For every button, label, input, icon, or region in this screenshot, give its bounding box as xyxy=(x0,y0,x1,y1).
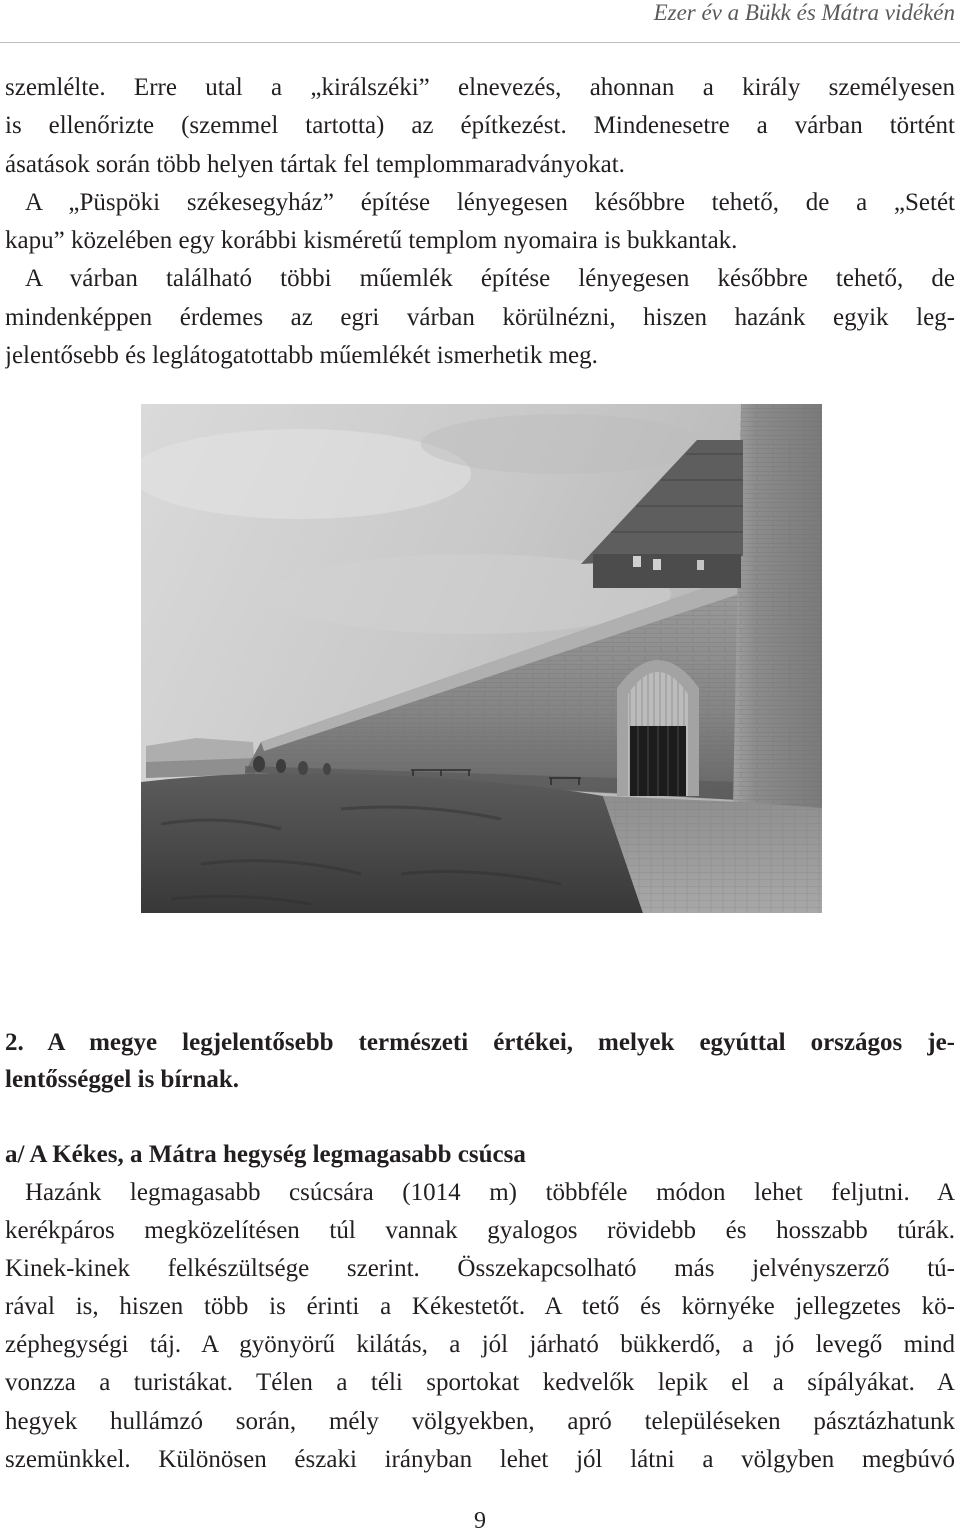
text-line: Kinek-kinek felkészültsége szerint. Összekapcsolható más jelvényszerző tú- xyxy=(5,1255,955,1283)
shrub xyxy=(323,763,331,775)
section-heading xyxy=(5,1024,955,1098)
shrub xyxy=(298,761,308,775)
text-line: kerékpáros megközelítésen túl vannak gyalogos rövidebb és hosszabb túrák. xyxy=(5,1217,955,1245)
shrub xyxy=(253,756,265,772)
text-line: kapu” közelében egy korábbi kisméretű templom nyomaira is bukkantak. xyxy=(5,227,738,255)
text-line: zéphegységi táj. A gyönyörű kilátás, a jól járható bükkerdő, a jó levegő mind xyxy=(5,1331,955,1359)
intro-paragraph xyxy=(5,69,955,375)
text-line: ásatások során több helyen tártak fel templommaradványokat. xyxy=(5,150,625,178)
heading-line: 2. A megye legjelentősebb természeti értékei, melyek egyúttal országos je- xyxy=(5,1028,955,1056)
text-line: A „Püspöki székesegyház” építése lényegesen későbbre tehető, de a „Setét xyxy=(25,188,955,216)
text-line: rával is, hiszen több is érinti a Kékestetőt. A tető és környéke jellegzetes kö- xyxy=(5,1293,955,1321)
hoarding-box xyxy=(593,554,741,588)
tower-masonry xyxy=(733,404,822,808)
hoarding-window xyxy=(653,559,661,570)
text-line: is ellenőrizte (szemmel tartotta) az építkezést. Mindenesetre a várban történt xyxy=(5,112,955,140)
text-line: mindenképpen érdemes az egri várban körülnézni, hiszen hazánk egyik leg- xyxy=(5,303,955,331)
text-line: A várban található többi műemlék építése lényegesen későbbre tehető, de xyxy=(25,265,955,293)
text-line: Hazánk legmagasabb csúcsára (1014 m) többféle módon lehet feljutni. A xyxy=(25,1179,955,1206)
header-rule xyxy=(0,42,960,43)
page-number: 9 xyxy=(474,1508,486,1534)
castle-wall-photo xyxy=(141,404,822,913)
subheading: a/ A Kékes, a Mátra hegység legmagasabb csúcsa xyxy=(5,1141,526,1168)
running-title: Ezer év a Bükk és Mátra vidékén xyxy=(653,0,955,25)
text-line: szemlélte. Erre utal a „királszéki” elnevezés, ahonnan a király személyesen xyxy=(5,74,955,101)
heading-line: lentősséggel is bírnak. xyxy=(5,1065,240,1093)
text-line: hegyek hullámzó során, mély völgyekben, apró településeken pásztázhatunk xyxy=(5,1407,955,1435)
cloud xyxy=(421,414,701,474)
hoarding-window xyxy=(697,560,704,570)
grass-slope xyxy=(141,773,643,913)
kekes-paragraph xyxy=(5,1174,955,1479)
shrub xyxy=(276,759,286,773)
text-line: jelentősebb és leglátogatottabb műemlékét ismerhetik meg. xyxy=(5,342,598,370)
text-line: szemünkkel. Különösen északi irányban lehet jól látni a völgyben megbúvó xyxy=(5,1445,955,1473)
text-line: vonzza a turistákat. Télen a téli sportokat kedvelők lepik el a sípályákat. A xyxy=(5,1369,955,1397)
hoarding-window xyxy=(633,556,641,567)
